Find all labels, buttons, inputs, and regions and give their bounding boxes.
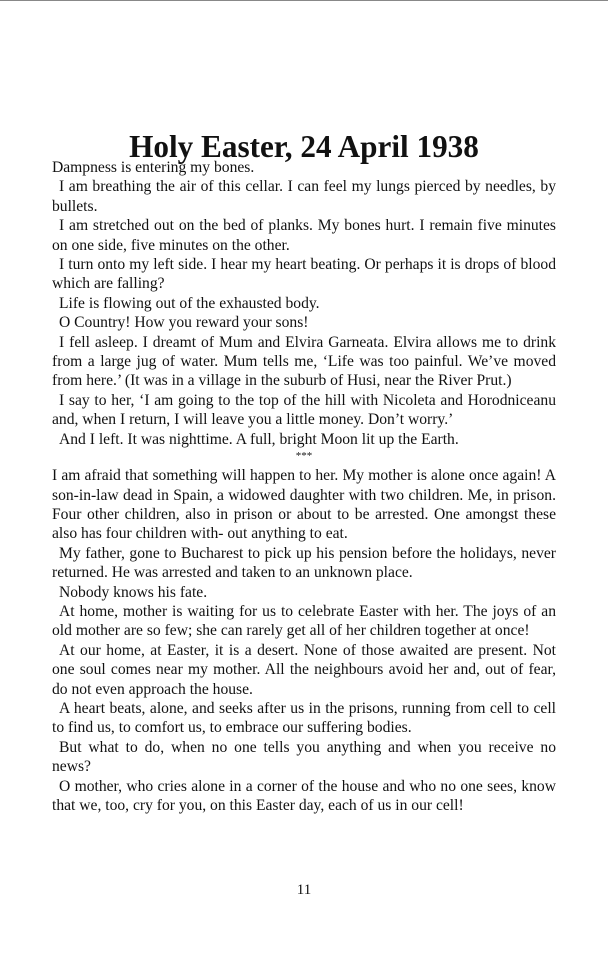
paragraph: At home, mother is waiting for us to celebrate Easter with her. The joys of an old mother are so few; she can rarely get all of her children together at once! (52, 602, 556, 640)
paragraph: At our home, at Easter, it is a desert. None of those awaited are present. Not one soul comes near my mother. All the neighbours avoid her and, out of fear, do not even approach the house. (52, 641, 556, 698)
page-number: 11 (296, 882, 312, 898)
paragraph: I am afraid that something will happen to her. My mother is alone once again! A son-in-law dead in Spain, a widowed daughter with two children. Me, in prison. Four other children, also in prison or about to be arrested. One amongst these also has four children with- out anything to eat. (52, 467, 556, 543)
paragraph: A heart beats, alone, and seeks after us in the prisons, running from cell to cell to find us, to comfort us, to embrace our suffering bodies. (52, 699, 556, 737)
paragraph: But what to do, when no one tells you anything and when you receive no news? (52, 738, 556, 776)
paragraph: And I left. It was nighttime. A full, bright Moon lit up the Earth. (59, 430, 459, 448)
chapter-heading: Holy Easter, 24 April 1938 (129, 129, 479, 164)
section-separator: *** (295, 450, 313, 463)
paragraph: I am breathing the air of this cellar. I can feel my lungs pierced by needles, by bullets. (52, 178, 556, 215)
paragraph: I am stretched out on the bed of planks. My bones hurt. I remain five minutes on one side, five minutes on the other. (52, 217, 556, 254)
top-border-line (0, 0, 608, 1)
paragraph: O mother, who cries alone in a corner of the house and who no one sees, know that we, too, cry for you, on this Easter day, each of us in our cell! (52, 777, 556, 814)
paragraph: I say to her, ‘I am going to the top of the hill with Nicoleta and Horodniceanu and, when I return, I will leave you a little money. Don’t worry.’ (52, 391, 556, 429)
paragraph: O Country! How you reward your sons! (59, 314, 309, 332)
paragraph: I turn onto my left side. I hear my heart beating. Or perhaps it is drops of blood which are falling? (52, 256, 556, 293)
paragraph: I fell asleep. I dreamt of Mum and Elvira Garneata. Elvira allows me to drink from a large jug of water. Mum tells me, ‘Life was too painful. We’ve moved from here.’ (It was in a village in the suburb of Husi, near the River Prut.) (52, 333, 556, 390)
paragraph: My father, gone to Bucharest to pick up his pension before the holidays, never returned. He was arrested and taken to an unknown place. (52, 544, 556, 582)
paragraph: Nobody knows his fate. (59, 583, 208, 601)
page-body (52, 129, 556, 815)
paragraph: Dampness is entering my bones. (52, 159, 255, 176)
paragraph: Life is flowing out of the exhausted body. (59, 294, 320, 312)
